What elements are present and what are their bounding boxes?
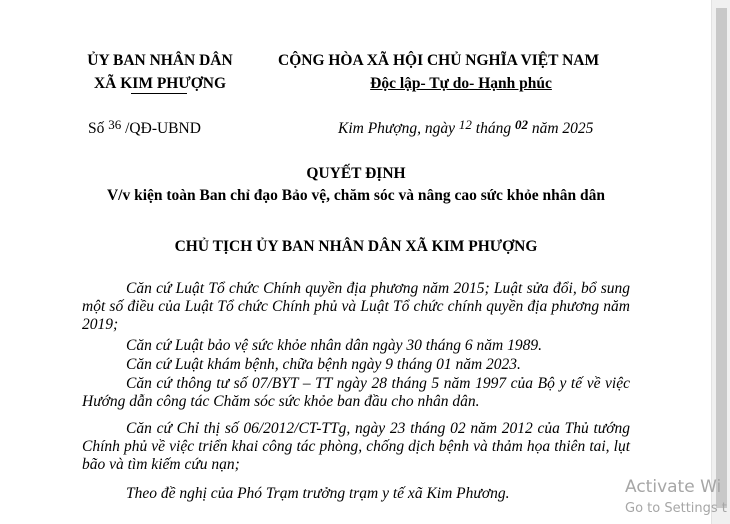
issuer-commune-text: XÃ KIM PHƯỢNG	[93, 75, 227, 92]
issuer-name: ỦY BAN NHÂN DÂN	[87, 52, 233, 69]
vertical-scrollbar[interactable]	[711, 0, 730, 524]
activation-watermark-hint: Go to Settings t	[625, 501, 727, 516]
basis-paragraph: Căn cứ Luật bảo vệ sức khỏe nhân dân ngày 30 tháng 6 năm 1989.	[126, 337, 542, 354]
national-motto	[278, 75, 644, 93]
basis-paragraph: Căn cứ thông tư số 07/BYT – TT ngày 28 tháng 5 năm 1997 của Bộ y tế về việc Hướng dẫn công tác Chăm sóc sức khỏe ban đầu cho nhân dân.	[82, 375, 630, 410]
issuer-commune	[72, 75, 248, 93]
document-number	[88, 117, 201, 138]
number-suffix: /QĐ-UBND	[125, 120, 201, 137]
activation-watermark-title: Activate Wi	[625, 477, 722, 497]
date-year: năm 2025	[531, 120, 594, 137]
decision-title: QUYẾT ĐỊNH	[306, 165, 406, 182]
basis-paragraph: Căn cứ Luật khám bệnh, chữa bệnh ngày 9 tháng 01 năm 2023.	[126, 356, 521, 373]
date-month: 02	[514, 117, 528, 132]
number-prefix: Số	[88, 120, 105, 137]
authority-heading: CHỦ TỊCH ỦY BAN NHÂN DÂN XÃ KIM PHƯỢNG	[174, 238, 538, 255]
issuer-underline	[131, 93, 187, 94]
national-title: CỘNG HÒA XÃ HỘI CHỦ NGHĨA VIỆT NAM	[278, 52, 600, 69]
decision-subject: V/v kiện toàn Ban chỉ đạo Bảo vệ, chăm sóc và nâng cao sức khỏe nhân dân	[106, 187, 606, 204]
issue-date	[338, 117, 594, 138]
national-motto-text: Độc lập- Tự do- Hạnh phúc	[370, 75, 552, 92]
basis-paragraph: Căn cứ Luật Tổ chức Chính quyền địa phương năm 2015; Luật sửa đổi, bổ sung một số điều của Luật Tổ chức Chính phủ và Luật Tổ chức chính quyền địa phương năm 2019;	[82, 280, 630, 333]
scrollbar-thumb[interactable]	[716, 8, 727, 508]
basis-paragraph: Căn cứ Chỉ thị số 06/2012/CT-TTg, ngày 23 tháng 02 năm 2012 của Thủ tướng Chính phủ về việc triển khai công tác phòng, chống dịch bệnh và thảm họa thiên tai, lụt bão và tìm kiếm cứu nạn;	[82, 420, 630, 473]
date-place: Kim Phượng, ngày	[338, 120, 456, 137]
proposal-paragraph: Theo đề nghị của Phó Trạm trưởng trạm y tế xã Kim Phương.	[126, 485, 510, 502]
number-value: 36	[108, 117, 122, 132]
date-day: 12	[458, 117, 472, 132]
date-month-label: tháng	[475, 120, 512, 137]
